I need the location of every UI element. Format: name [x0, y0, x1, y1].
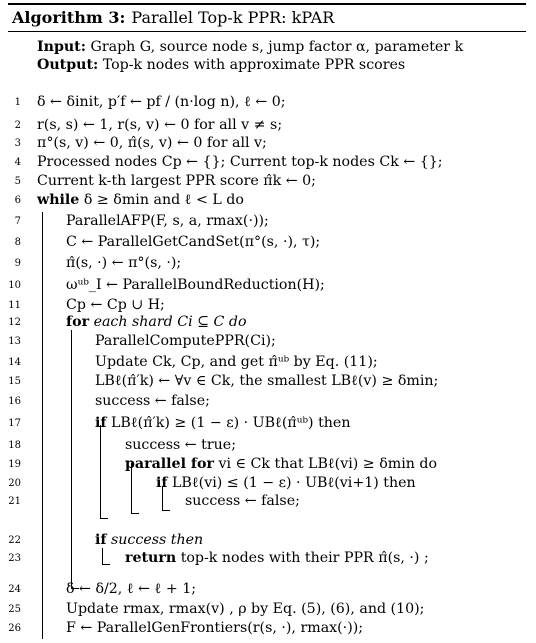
- if17-block-bar: [100, 425, 101, 518]
- parfor-block-end: [131, 513, 139, 514]
- top-rule: [8, 3, 526, 5]
- while-block-bar: [42, 212, 43, 639]
- if20-block-end: [162, 510, 170, 511]
- title-rule: [8, 31, 526, 32]
- algorithm-title: [12, 7, 334, 29]
- algorithm-title-label: Parallel Top-k PPR: kPAR: [131, 8, 335, 27]
- for-block-bar: [71, 330, 72, 588]
- input-line: [37, 38, 463, 56]
- input-text: Graph G, source node s, jump factor α, parameter k: [90, 39, 464, 55]
- if22-block-bar: [102, 548, 103, 564]
- output-label: Output:: [37, 57, 99, 73]
- output-text: Top-k nodes with approximate PPR scores: [102, 57, 406, 73]
- if17-block-end: [100, 518, 108, 519]
- output-line: [37, 56, 405, 74]
- algorithm-title-head: Algorithm 3:: [12, 8, 126, 27]
- if22-block-end: [102, 564, 110, 565]
- input-label: Input:: [37, 39, 86, 55]
- algorithm-block: Algorithm 3: Parallel Top-k PPR: kPAR Input: Graph G, source node s, jump factor α, parameter k Output: Top-k nodes with approximate PPR scores 1 δ ← δinit, p′f ← pf / (n·log n), ℓ ← 0; 2 r(s, s) ← 1, r(s, v) ← 0 for all v ≠ s; 3 π°(s, v) ← 0, π̂(s, v) ← 0 for all v; 4 Processed nodes Cp ← {}; Current top-k nodes Ck ← {}; 5 Current k-th largest PPR score π̂k ← 0; 6 while δ ≥ δmin and ℓ < L do 7 ParallelAFP(F, s, a, rmax(·)); 8 C ← ParallelGetCandSet(π°(s, ·), τ); 9 π̂(s, ·) ← π°(s, ·); 10 ωᵘᵇ_I ← ParallelBoundReduction(H); 11 Cp ← Cp ∪ H; 12 for each shard Ci ⊆ C do 13 ParallelComputePPR(Ci); 14 Update Ck, Cp, and get π̂ᵘᵇ by Eq. (11); 15 LBℓ(π̂′k) ← ∀v ∈ Ck, the smallest LBℓ(v) ≥ δmin; 16 success ← false; 17 if LBℓ(π̂′k) ≥ (1 − ε) · UBℓ(π̂ᵘᵇ) then 18 success ← true; 19 parallel for vi ∈ Ck that LBℓ(vi) ≥ δmin do 20 if LBℓ(vi) ≤ (1 − ε) · UBℓ(vi+1) then 21 success ← false; 22 if success then 23 return top-k nodes with their PPR π̂(s, ·) ; 24 δ ← δ/2, ℓ ← ℓ + 1; 25 Update rmax, rmax(v) , ρ by Eq. (5), (6), and (10); 26 F ← ParallelGenFrontiers(r(s, ·), rmax(·));: [0, 0, 536, 643]
